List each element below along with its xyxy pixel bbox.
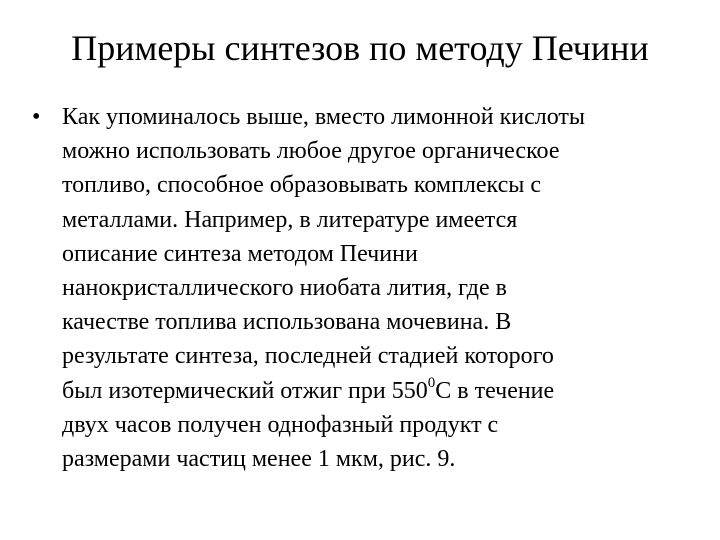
- text-line: описание синтеза методом Печини: [62, 240, 418, 267]
- text-line: можно использовать любое другое органическое: [62, 138, 560, 165]
- text-fragment: был изотермический отжиг при 550: [62, 377, 428, 404]
- text-line: двух часов получен однофазный продукт с: [62, 411, 499, 438]
- text-line: размерами частиц менее 1 мкм, рис. 9.: [62, 446, 456, 473]
- bullet-list: [32, 100, 692, 476]
- superscript-degree: 0: [427, 374, 436, 391]
- text-line: металлами. Например, в литературе имеется: [62, 206, 518, 233]
- text-line: топливо, способное образовывать комплексы с: [62, 172, 542, 199]
- text-line: результате синтеза, последней стадией которого: [62, 343, 554, 370]
- slide-title: Примеры синтезов по методу Печини: [71, 28, 649, 68]
- bullet-item: [32, 100, 692, 476]
- bullet-icon: •: [32, 104, 41, 130]
- text-line: Как упоминалось выше, вместо лимонной кислоты: [62, 104, 586, 130]
- text-line-temperature: [62, 374, 692, 408]
- text-line: нанокристаллического ниобата лития, где в: [62, 275, 507, 302]
- text-line: качестве топлива использована мочевина. В: [62, 309, 512, 336]
- text-fragment: С в течение: [435, 377, 555, 404]
